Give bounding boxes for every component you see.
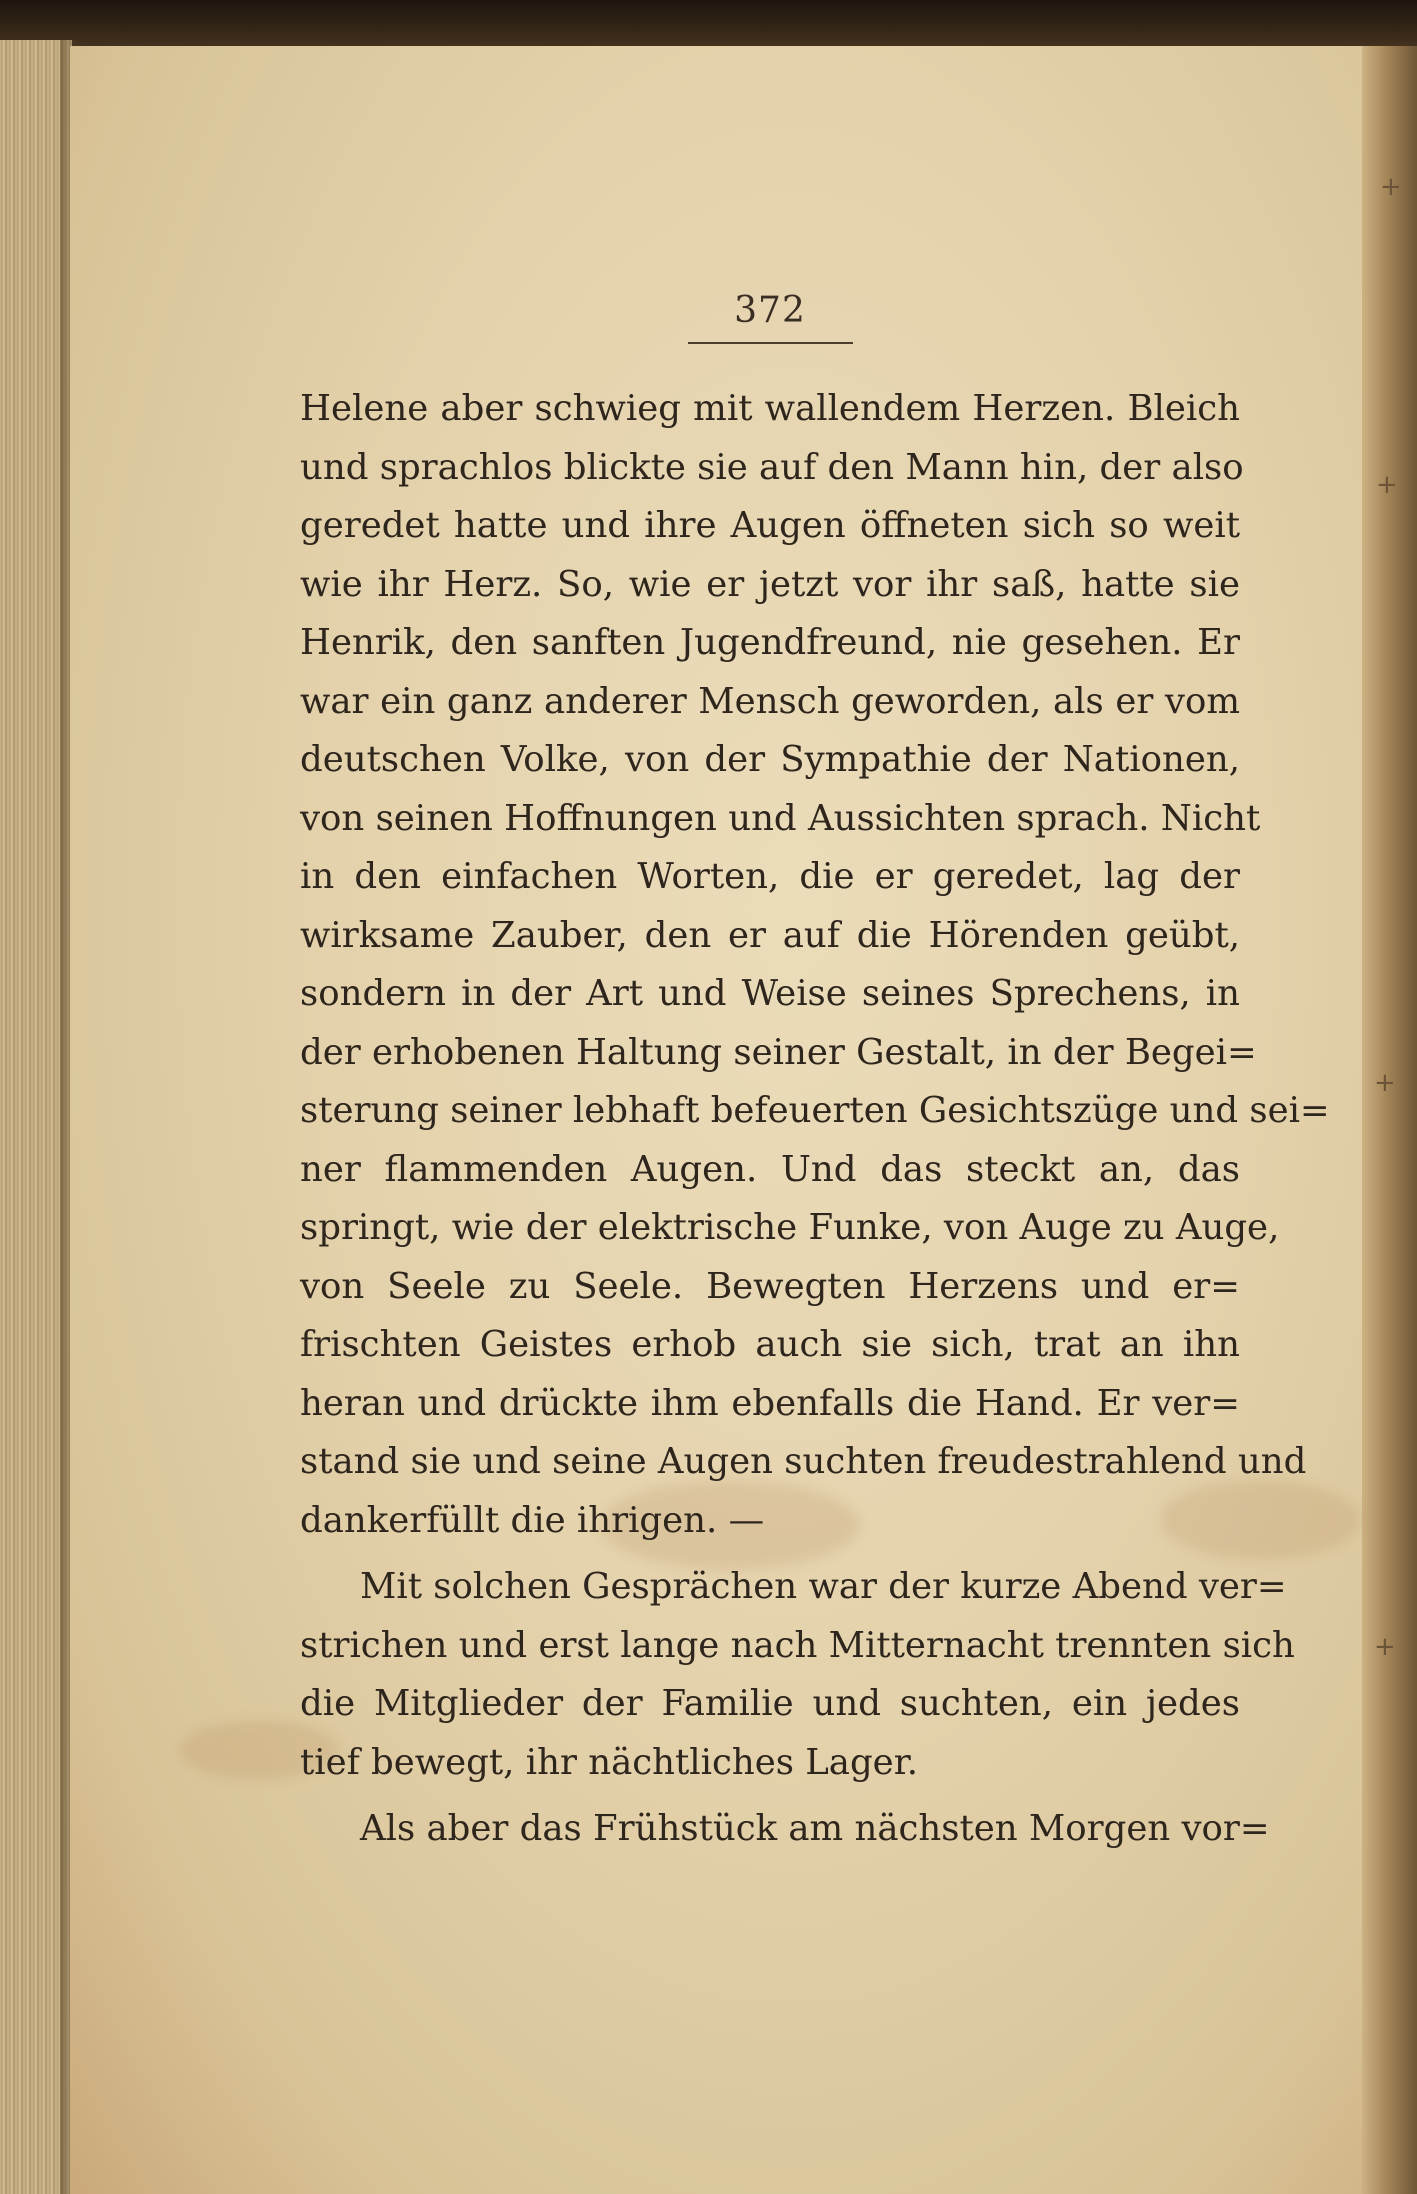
text-line: geredet hatte und ihre Augen öffneten sich so weit	[300, 505, 1240, 546]
margin-tick-mark: +	[1374, 1068, 1396, 1098]
page-number-rule	[688, 342, 853, 344]
text-line: tief bewegt, ihr nächtliches Lager.	[300, 1741, 919, 1783]
text-line: dankerfüllt die ihrigen. —	[300, 1499, 765, 1541]
paragraph	[300, 1800, 1270, 1859]
text-line: der erhobenen Haltung seiner Gestalt, in der Begei=	[300, 1031, 1257, 1073]
paragraph	[300, 380, 1330, 1550]
text-line: war ein ganz anderer Mensch geworden, als er vom	[300, 680, 1240, 722]
text-line: von seinen Hoffnungen und Aussichten sprach. Nicht	[300, 797, 1261, 839]
page-number: 372	[734, 290, 806, 331]
text-line: wie ihr Herz. So, wie er jetzt vor ihr saß, hatte sie	[300, 563, 1240, 605]
text-line: sterung seiner lebhaft befeuerten Gesichtszüge und sei=	[300, 1090, 1330, 1131]
text-line: sondern in der Art und Weise seines Sprechens, in	[300, 973, 1240, 1014]
text-line: Helene aber schwieg mit wallendem Herzen. Bleich	[300, 388, 1240, 429]
text-line: Mit solchen Gesprächen war der kurze Abend ver=	[360, 1566, 1287, 1607]
text-line: und sprachlos blickte sie auf den Mann hin, der also	[300, 446, 1244, 488]
text-line: Als aber das Frühstück am nächsten Morgen vor=	[360, 1808, 1270, 1849]
text-line: Henrik, den sanften Jugendfreund, nie gesehen. Er	[300, 622, 1240, 663]
margin-tick-mark: +	[1374, 1632, 1396, 1662]
body-text	[300, 380, 1330, 1859]
margin-tick-mark: +	[1380, 172, 1402, 202]
book-top-edge	[0, 0, 1417, 52]
text-line: springt, wie der elektrische Funke, von Auge zu Auge,	[300, 1207, 1280, 1248]
text-line: deutschen Volke, von der Sympathie der Nationen,	[300, 739, 1240, 780]
paragraph	[300, 1558, 1295, 1792]
text-line: frischten Geistes erhob auch sie sich, trat an ihn	[300, 1324, 1240, 1365]
text-line: wirksame Zauber, den er auf die Hörenden geübt,	[300, 914, 1240, 956]
text-line: heran und drückte ihm ebenfalls die Hand. Er ver=	[300, 1382, 1240, 1424]
text-line: in den einfachen Worten, die er geredet, lag der	[300, 856, 1240, 897]
margin-tick-mark: +	[1376, 470, 1398, 500]
text-line: ner flammenden Augen. Und das steckt an, das	[300, 1148, 1240, 1190]
page-gutter	[1362, 46, 1417, 2194]
text-line: von Seele zu Seele. Bewegten Herzens und er=	[300, 1265, 1240, 1307]
text-line: die Mitglieder der Familie und suchten, ein jedes	[300, 1683, 1240, 1724]
text-line: strichen und erst lange nach Mitternacht trennten sich	[300, 1624, 1295, 1666]
text-line: stand sie und seine Augen suchten freudestrahlend und	[300, 1441, 1307, 1482]
